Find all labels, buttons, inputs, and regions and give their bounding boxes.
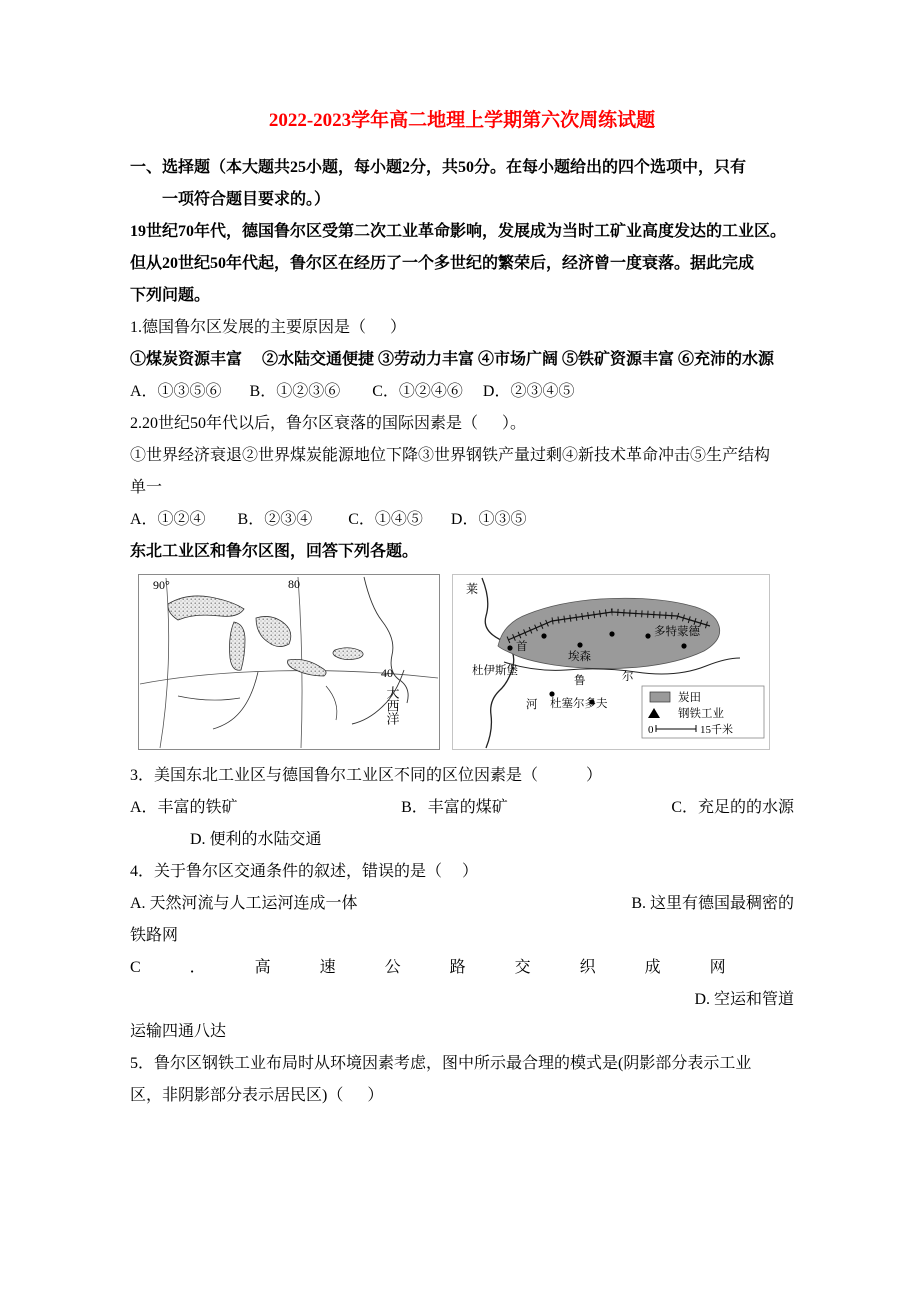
intro-line3: 下列问题。 [130, 287, 211, 304]
label-latitude-40: 40 [381, 666, 393, 680]
q5-line1: 5．鲁尔区钢铁工业布局时从环境因素考虑，图中所示最合理的模式是(阴影部分表示工业 [130, 1055, 752, 1072]
label-dusseldorf: 杜塞尔多夫 [550, 698, 608, 710]
legend-coal-swatch [650, 692, 670, 702]
label-dortmund: 多特蒙德 [654, 626, 700, 638]
q3-option-c: C．充足的的水源 [671, 799, 794, 816]
q3-options-row [130, 792, 794, 824]
q4-option-b-continued: 铁路网 [130, 927, 179, 944]
maps-intro: 东北工业区和鲁尔区图，回答下列各题。 [130, 543, 419, 560]
figure-maps [138, 574, 794, 750]
label-rhine-char: 莱 [466, 582, 479, 596]
label-ruhr-lu: 鲁 [574, 675, 586, 687]
intro-line2: 但从20世纪50年代起，鲁尔区在经历了一个多世纪的繁荣后，经济曾一度衰落。据此完成 [130, 255, 755, 272]
q2-stem: 2.20世纪50年代以后，鲁尔区衰落的国际因素是（ ）。 [130, 415, 527, 432]
label-essen: 埃森 [568, 651, 591, 663]
q4-stem: 4．关于鲁尔区交通条件的叙述，错误的是（ ） [130, 863, 479, 880]
label-rhine-he-char: 河 [526, 699, 538, 711]
map-ruhr-region [452, 574, 770, 750]
q1-answers: A．①③⑤⑥ B．①②③⑥ C．①②④⑥ D．②③④⑤ [130, 383, 575, 400]
q4-option-d-continued: 运输四通八达 [130, 1023, 227, 1040]
label-ruhr-er: 尔 [622, 671, 634, 683]
section-heading-line2: 一项符合题目要求的。） [162, 191, 331, 208]
q3-option-d: D. 便利的水陆交通 [190, 831, 322, 848]
label-duisburg: 杜伊斯堡 [472, 665, 518, 677]
document-title: 2022-2023学年高二地理上学期第六次周练试题 [268, 110, 656, 131]
label-longitude-80: 80 [288, 577, 300, 591]
map-legend [642, 686, 764, 738]
legend-scale-zero: 0 [648, 724, 654, 736]
legend-coal-label: 炭田 [678, 692, 701, 704]
section-heading-line1: 一、选择题（本大题共25小题，每小题2分，共50分。在每小题给出的四个选项中，只有 [130, 159, 747, 176]
q1-stem: 1.德国鲁尔区发展的主要原因是（ ） [130, 319, 407, 336]
q4-option-d: D. 空运和管道 [694, 991, 794, 1008]
legend-steel-label: 钢铁工业 [678, 708, 724, 720]
q1-options: ①煤炭资源丰富 ②水陆交通便捷 ③劳动力丰富 ④市场广阔 ⑤铁矿资源丰富 ⑥充沛的水源 [130, 351, 775, 368]
q3-option-b: B．丰富的煤矿 [401, 799, 508, 816]
map-us-northeast [138, 574, 440, 750]
q4-option-a: A. 天然河流与人工运河连成一体 [130, 895, 358, 912]
q3-option-a: A．丰富的铁矿 [130, 799, 238, 816]
q4-option-c: C．高速公路交织成网 [130, 959, 775, 976]
q2-answers: A．①②④ B．②③④ C．①④⑤ D．①③⑤ [130, 511, 527, 528]
legend-scale-label: 15千米 [700, 724, 733, 736]
q4-options-row-ab [130, 888, 794, 920]
q4-option-b: B. 这里有德国最稠密的 [631, 895, 794, 912]
label-city-char: 首 [516, 641, 528, 653]
label-longitude-90: 90° [153, 578, 170, 592]
label-atlantic-ocean: 大西洋 [384, 686, 400, 725]
q2-options-line2: 单一 [130, 479, 163, 496]
q5-line2: 区，非阴影部分表示居民区)（ ） [130, 1087, 384, 1104]
q2-options-line1: ①世界经济衰退②世界煤炭能源地位下降③世界钢铁产量过剩④新技术革命冲击⑤生产结构 [130, 447, 771, 464]
intro-line1: 19世纪70年代，德国鲁尔区受第二次工业革命影响，发展成为当时工矿业高度发达的工业区。 [130, 223, 787, 240]
q3-stem: 3．美国东北工业区与德国鲁尔工业区不同的区位因素是（ ） [130, 767, 603, 784]
